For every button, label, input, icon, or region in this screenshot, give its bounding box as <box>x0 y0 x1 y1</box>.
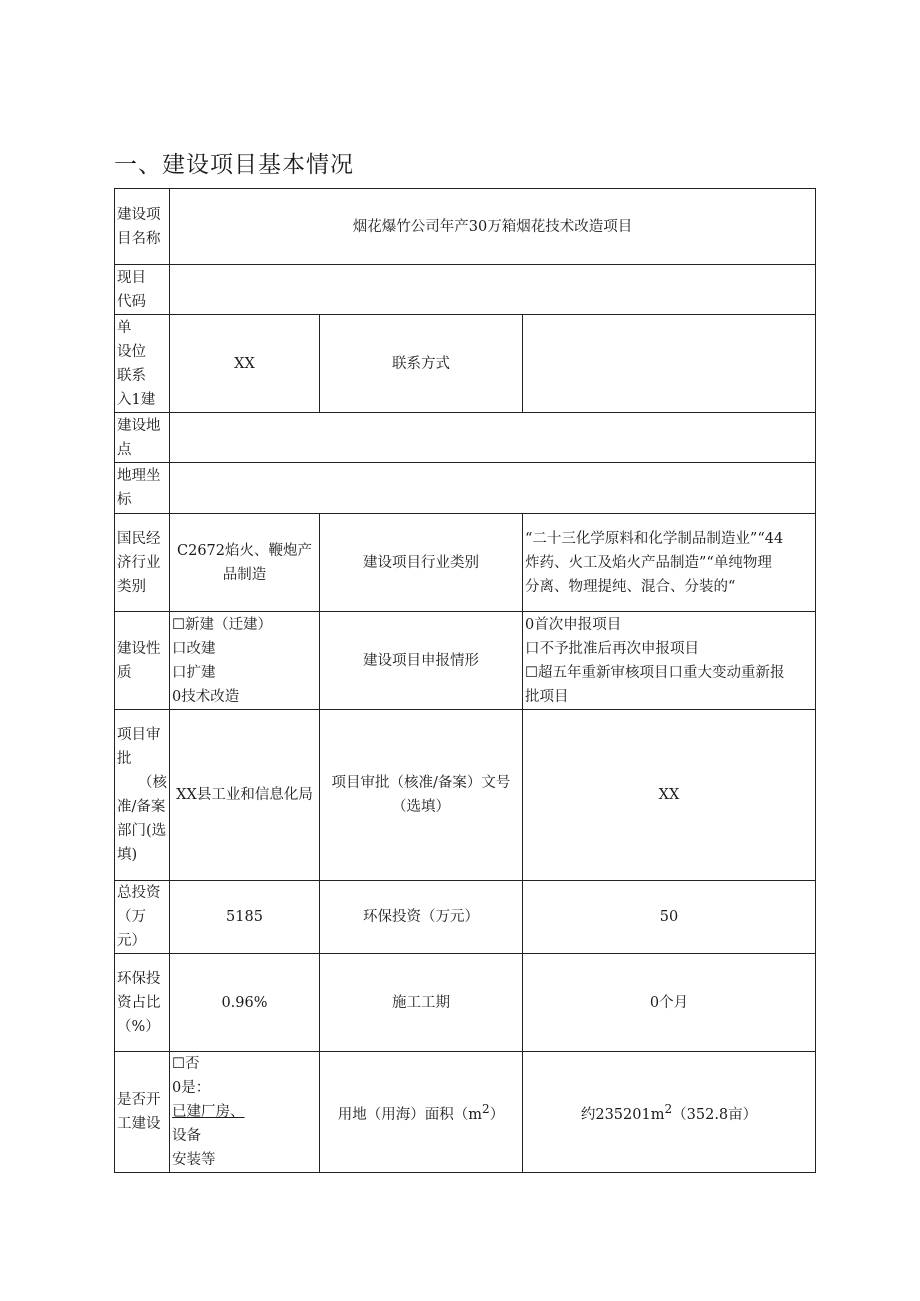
coordinates-value <box>170 463 816 514</box>
total-investment-value: 5185 <box>170 881 320 954</box>
row-industry <box>115 514 816 612</box>
nature-option[interactable]: 口扩建 <box>172 664 216 681</box>
section-title: 一、建设项目基本情况 <box>114 152 354 178</box>
coordinates-label: 地理坐 标 <box>115 463 170 514</box>
project-info-table <box>114 188 816 1173</box>
contact-value: XX <box>170 315 320 413</box>
industry-value: C2672焰火、鞭炮产 品制造 <box>170 514 320 612</box>
location-label: 建设地 点 <box>115 413 170 463</box>
ratio-value: 0.96% <box>170 954 320 1052</box>
declaration-option[interactable]: 0首次申报项目 <box>525 616 622 633</box>
contact-label: 单 设位 联系 入1建 <box>115 315 170 413</box>
declaration-option[interactable]: 批项目 <box>525 688 569 705</box>
project-code-value <box>170 265 816 315</box>
declaration-label: 建设项目申报情形 <box>320 612 523 710</box>
started-option-no[interactable]: ☐否 <box>172 1056 200 1072</box>
industry-category-label: 建设项目行业类别 <box>320 514 523 612</box>
project-name-value: 烟花爆竹公司年产30万箱烟花技术改造项目 <box>170 189 816 265</box>
construction-period-label: 施工工期 <box>320 954 523 1052</box>
contact-method-value <box>523 315 816 413</box>
nature-option[interactable]: ☐新建（迁建） <box>172 616 272 633</box>
row-ratio <box>115 954 816 1052</box>
row-project-code <box>115 265 816 315</box>
env-investment-label: 环保投资（万元） <box>320 881 523 954</box>
nature-option[interactable]: 0技术改造 <box>172 688 240 705</box>
project-name-label: 建设项 目名称 <box>115 189 170 265</box>
industry-label: 国民经 济行业 类别 <box>115 514 170 612</box>
construction-period-value: 0个月 <box>523 954 816 1052</box>
row-nature <box>115 612 816 710</box>
started-option-yes[interactable]: 0是： 已建厂房、 设备 <box>172 1080 245 1144</box>
industry-category-value: “二十三化学原料和化学制品制造业”“44 炸药、火工及焰火产品制造”“单纯物理 分离、物理提纯、混合、分装的“ <box>523 514 816 612</box>
approval-number-label: 项目审批（核准/备案）文号 （选填） <box>320 710 523 881</box>
nature-label: 建设性 质 <box>115 612 170 710</box>
started-label: 是否开 工建设 <box>115 1052 170 1173</box>
row-project-name <box>115 189 816 265</box>
nature-options <box>170 612 320 710</box>
env-investment-value: 50 <box>523 881 816 954</box>
location-value <box>170 413 816 463</box>
row-coordinates <box>115 463 816 514</box>
ratio-label: 环保投 资占比 （%） <box>115 954 170 1052</box>
nature-option[interactable]: 口改建 <box>172 640 216 657</box>
declaration-option[interactable]: 口不予批准后再次申报项目 <box>525 640 699 657</box>
row-started <box>115 1052 816 1173</box>
row-location <box>115 413 816 463</box>
approval-number-value: XX <box>523 710 816 881</box>
row-contact <box>115 315 816 413</box>
row-investment <box>115 881 816 954</box>
declaration-option[interactable]: ☐超五年重新审核项目口重大变动重新报 <box>525 664 785 681</box>
row-approval <box>115 710 816 881</box>
approval-label: 项目审 批 （核 准/备案 部门(选 填) <box>115 710 170 881</box>
declaration-options <box>523 612 816 710</box>
approval-department: XX县工业和信息化局 <box>170 710 320 881</box>
project-code-label: 现目 代码 <box>115 265 170 315</box>
contact-method-label: 联系方式 <box>320 315 523 413</box>
land-area-label: 用地（用海）面积$(m^2)$ <box>320 1052 523 1173</box>
investment-label: 总投资 （万元） <box>115 881 170 954</box>
started-option-yes-tail: 安装等 <box>172 1152 216 1168</box>
land-area-value: 约$235201m^2(352.8$亩） <box>523 1052 816 1173</box>
started-options <box>170 1052 320 1173</box>
